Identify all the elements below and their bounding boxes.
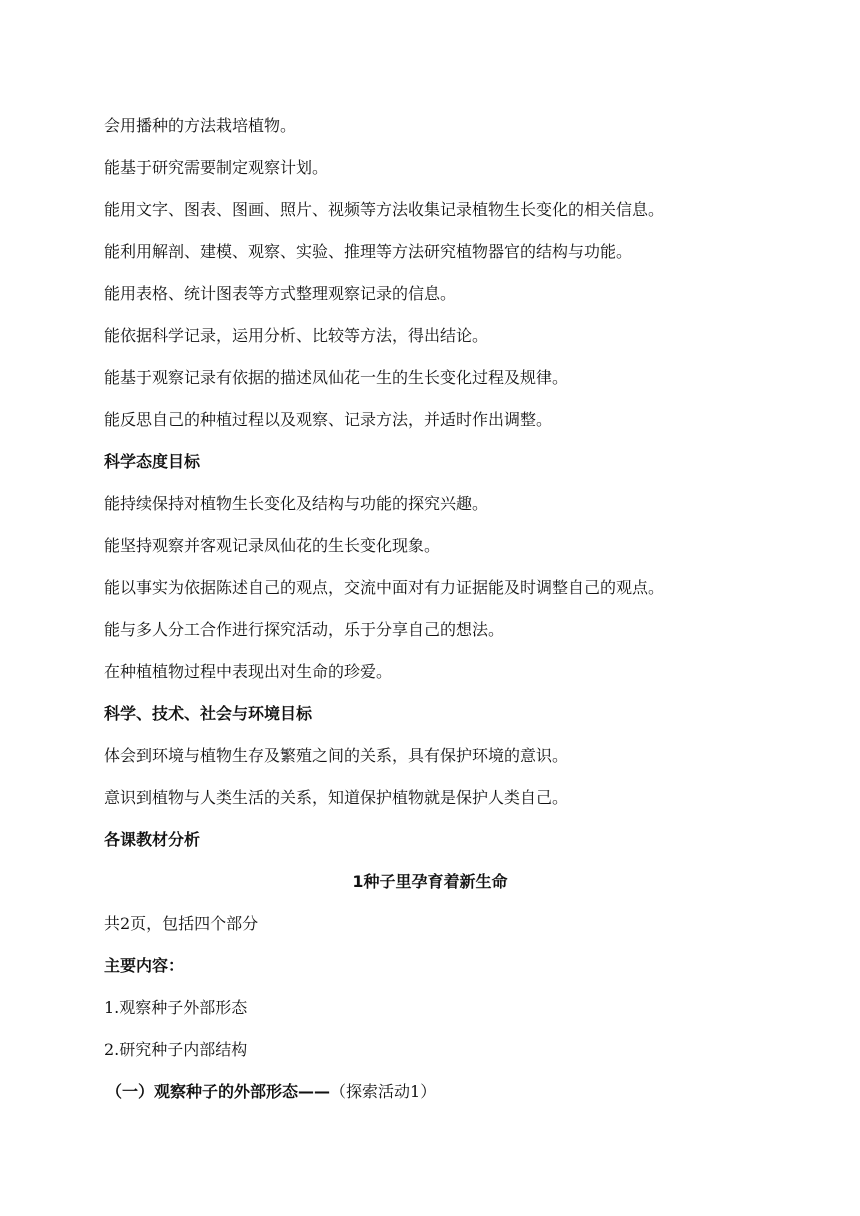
main-content-label: 主要内容： (104, 956, 185, 975)
attitude-item-1: 能持续保持对植物生长变化及结构与功能的探究兴趣。 (104, 494, 489, 513)
lesson-title: 1种子里孕育着新生命 (352, 872, 508, 891)
stse-item-1: 体会到环境与植物生存及繁殖之间的关系，具有保护环境的意识。 (104, 746, 569, 765)
attitude-item-3: 能以事实为依据陈述自己的观点，交流中面对有力证据能及时调整自己的观点。 (104, 578, 665, 597)
skill-goal-3: 能用文字、图表、图画、照片、视频等方法收集记录植物生长变化的相关信息。 (104, 200, 665, 219)
skill-goal-7: 能基于观察记录有依据的描述凤仙花一生的生长变化过程及规律。 (104, 368, 569, 387)
skill-goal-1: 会用播种的方法栽培植物。 (104, 116, 297, 135)
stse-item-2: 意识到植物与人类生活的关系，知道保护植物就是保护人类自己。 (104, 788, 569, 807)
skill-goal-6: 能依据科学记录，运用分析、比较等方法，得出结论。 (104, 326, 489, 345)
skill-goal-4: 能利用解剖、建模、观察、实验、推理等方法研究植物器官的结构与功能。 (104, 242, 633, 261)
main-item-1: 1.观察种子外部形态 (104, 998, 248, 1017)
main-item-2: 2.研究种子内部结构 (104, 1040, 248, 1059)
skill-goal-8: 能反思自己的种植过程以及观察、记录方法，并适时作出调整。 (104, 410, 553, 429)
attitude-item-4: 能与多人分工合作进行探究活动，乐于分享自己的想法。 (104, 620, 505, 639)
attitude-item-5: 在种植植物过程中表现出对生命的珍爱。 (104, 662, 393, 681)
section-title-activity: （探索活动1） (330, 1082, 437, 1101)
analysis-heading: 各课教材分析 (104, 830, 201, 849)
section-title (106, 1082, 436, 1102)
skill-goal-5: 能用表格、统计图表等方式整理观察记录的信息。 (104, 284, 457, 303)
attitude-item-2: 能坚持观察并客观记录凤仙花的生长变化现象。 (104, 536, 441, 555)
skill-goal-2: 能基于研究需要制定观察计划。 (104, 158, 329, 177)
section-title-bold: （一）观察种子的外部形态—— (106, 1082, 331, 1101)
stse-heading: 科学、技术、社会与环境目标 (104, 704, 313, 723)
pages-note: 共2页，包括四个部分 (104, 914, 259, 933)
attitude-heading: 科学态度目标 (104, 452, 201, 471)
